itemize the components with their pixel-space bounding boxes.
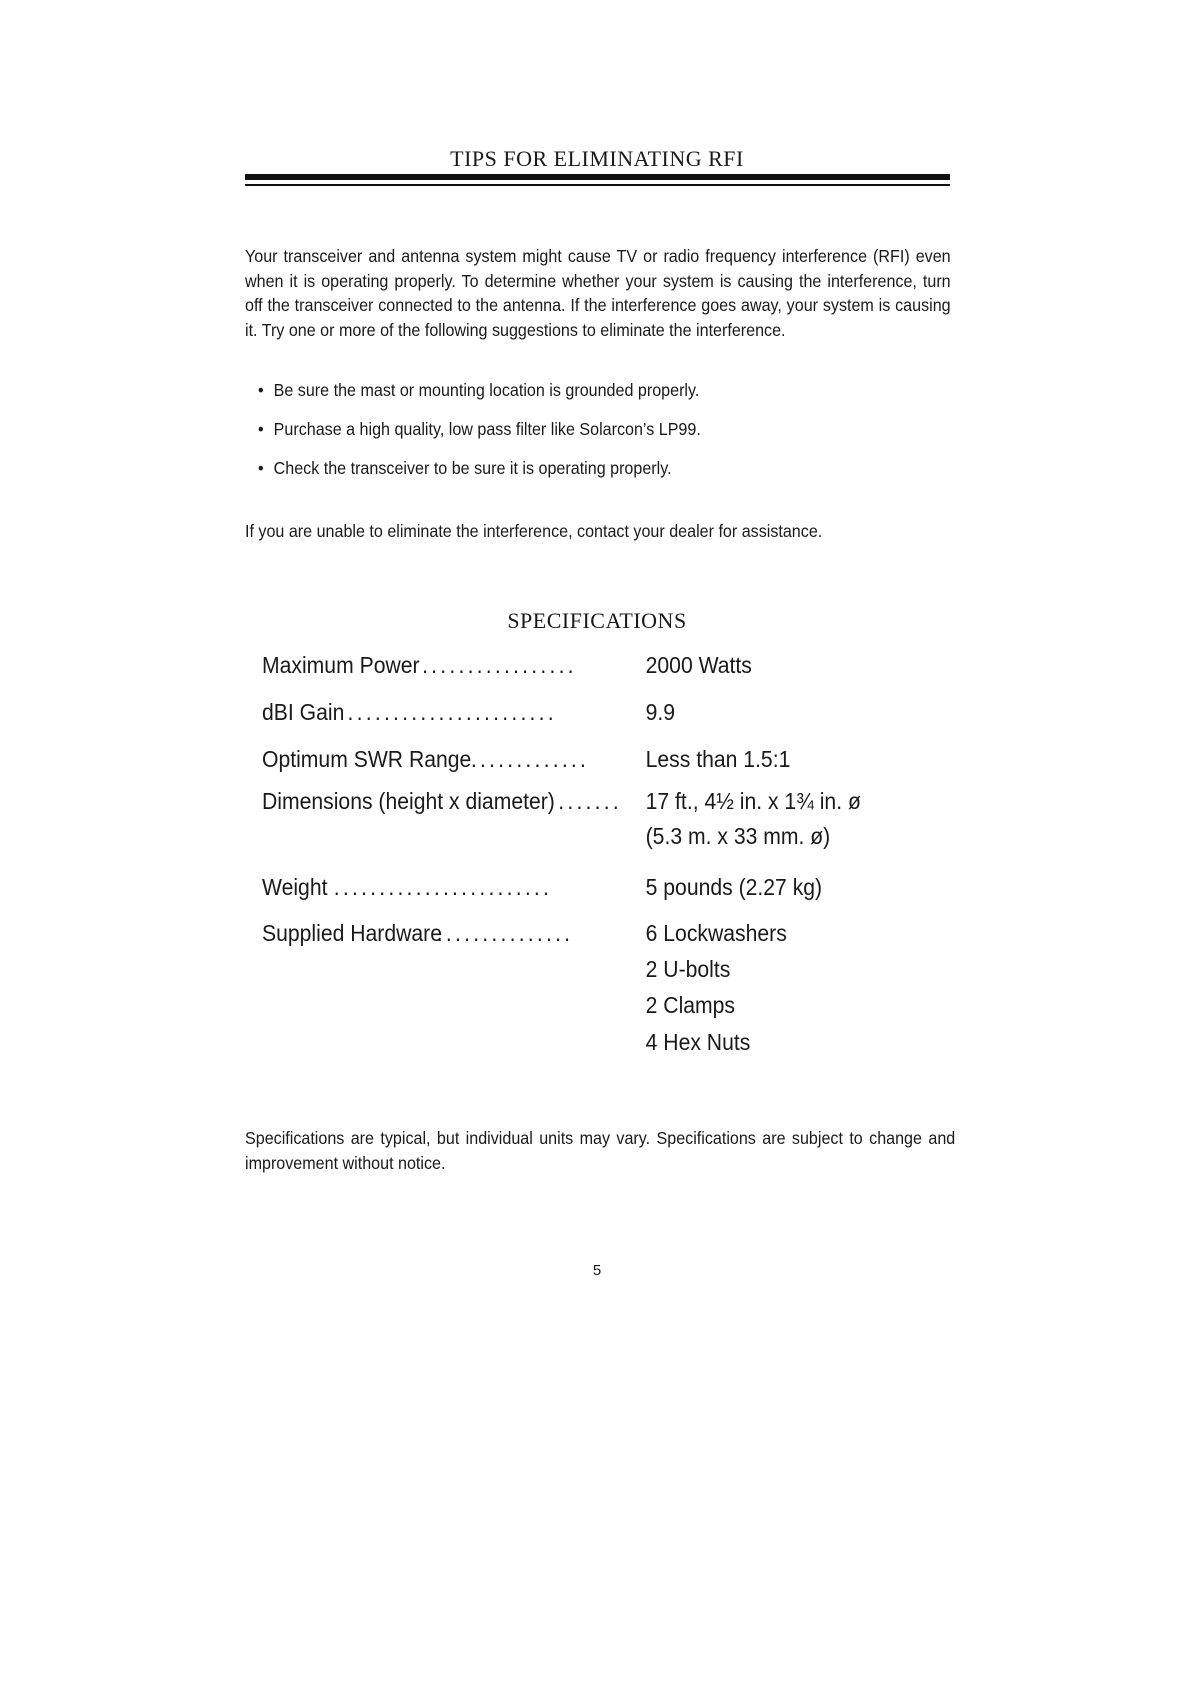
spec-value: 4 Hex Nuts bbox=[645, 1029, 751, 1055]
spec-label: Maximum Power bbox=[262, 652, 420, 678]
spec-value: (5.3 m. x 33 mm. ø) bbox=[645, 823, 831, 849]
specifications-note: Specifications are typical, but individual units may vary. Specifications are subject to change and improvement without notice. bbox=[245, 1128, 956, 1173]
spec-value: 6 Lockwashers bbox=[645, 920, 787, 946]
dot-leader: ....... bbox=[558, 788, 622, 814]
list-item bbox=[258, 456, 701, 495]
list-item-text: Check the transceiver to be sure it is operating properly. bbox=[273, 458, 672, 478]
intro-paragraph: Your transceiver and antenna system might cause TV or radio frequency interference (RFI) even when it is operating properly. To determine whether your system is causing the interference, turn off the transceiver connected to the antenna. If the interference goes away, your system is causing it. Try one or more of the following suggestions to eliminate the interference. bbox=[245, 246, 951, 340]
spec-label: Dimensions (height x diameter) bbox=[262, 788, 555, 814]
page-title: TIPS FOR ELIMINATING RFI bbox=[450, 146, 744, 171]
dot-leader: ....................... bbox=[347, 699, 557, 725]
dot-leader: ................. bbox=[422, 652, 577, 678]
spec-value: 2000 Watts bbox=[645, 652, 752, 678]
spec-label: Weight bbox=[262, 874, 328, 900]
spec-label: Supplied Hardware bbox=[262, 920, 442, 946]
spec-label: dBI Gain bbox=[262, 699, 345, 725]
list-item-text: Purchase a high quality, low pass filter like Solarcon’s LP99. bbox=[273, 419, 701, 439]
title-rule-thin bbox=[245, 184, 950, 186]
suggestion-list bbox=[258, 378, 701, 495]
list-item-text: Be sure the mast or mounting location is grounded properly. bbox=[273, 380, 700, 400]
spec-value: 2 U-bolts bbox=[645, 956, 731, 982]
bullet-icon: • bbox=[258, 380, 264, 400]
bullet-icon: • bbox=[258, 419, 264, 439]
spec-value: Less than 1.5:1 bbox=[645, 746, 791, 772]
list-item bbox=[258, 378, 701, 417]
spec-value: 2 Clamps bbox=[645, 992, 736, 1018]
dot-leader: ............. bbox=[470, 746, 590, 772]
spec-label: Optimum SWR Range bbox=[262, 746, 472, 772]
specifications-title: SPECIFICATIONS bbox=[507, 608, 687, 633]
title-rule-thick bbox=[245, 174, 950, 180]
spec-value: 17 ft., 4½ in. x 1¾ in. ø bbox=[645, 788, 861, 814]
spec-value: 9.9 bbox=[645, 699, 676, 725]
list-item bbox=[258, 417, 701, 456]
spec-value: 5 pounds (2.27 kg) bbox=[645, 874, 823, 900]
closing-paragraph: If you are unable to eliminate the interference, contact your dealer for assistance. bbox=[245, 521, 823, 541]
bullet-icon: • bbox=[258, 458, 264, 478]
page-number: 5 bbox=[592, 1262, 602, 1279]
dot-leader: ............... bbox=[436, 920, 574, 946]
dot-leader: ........................ bbox=[333, 874, 553, 900]
